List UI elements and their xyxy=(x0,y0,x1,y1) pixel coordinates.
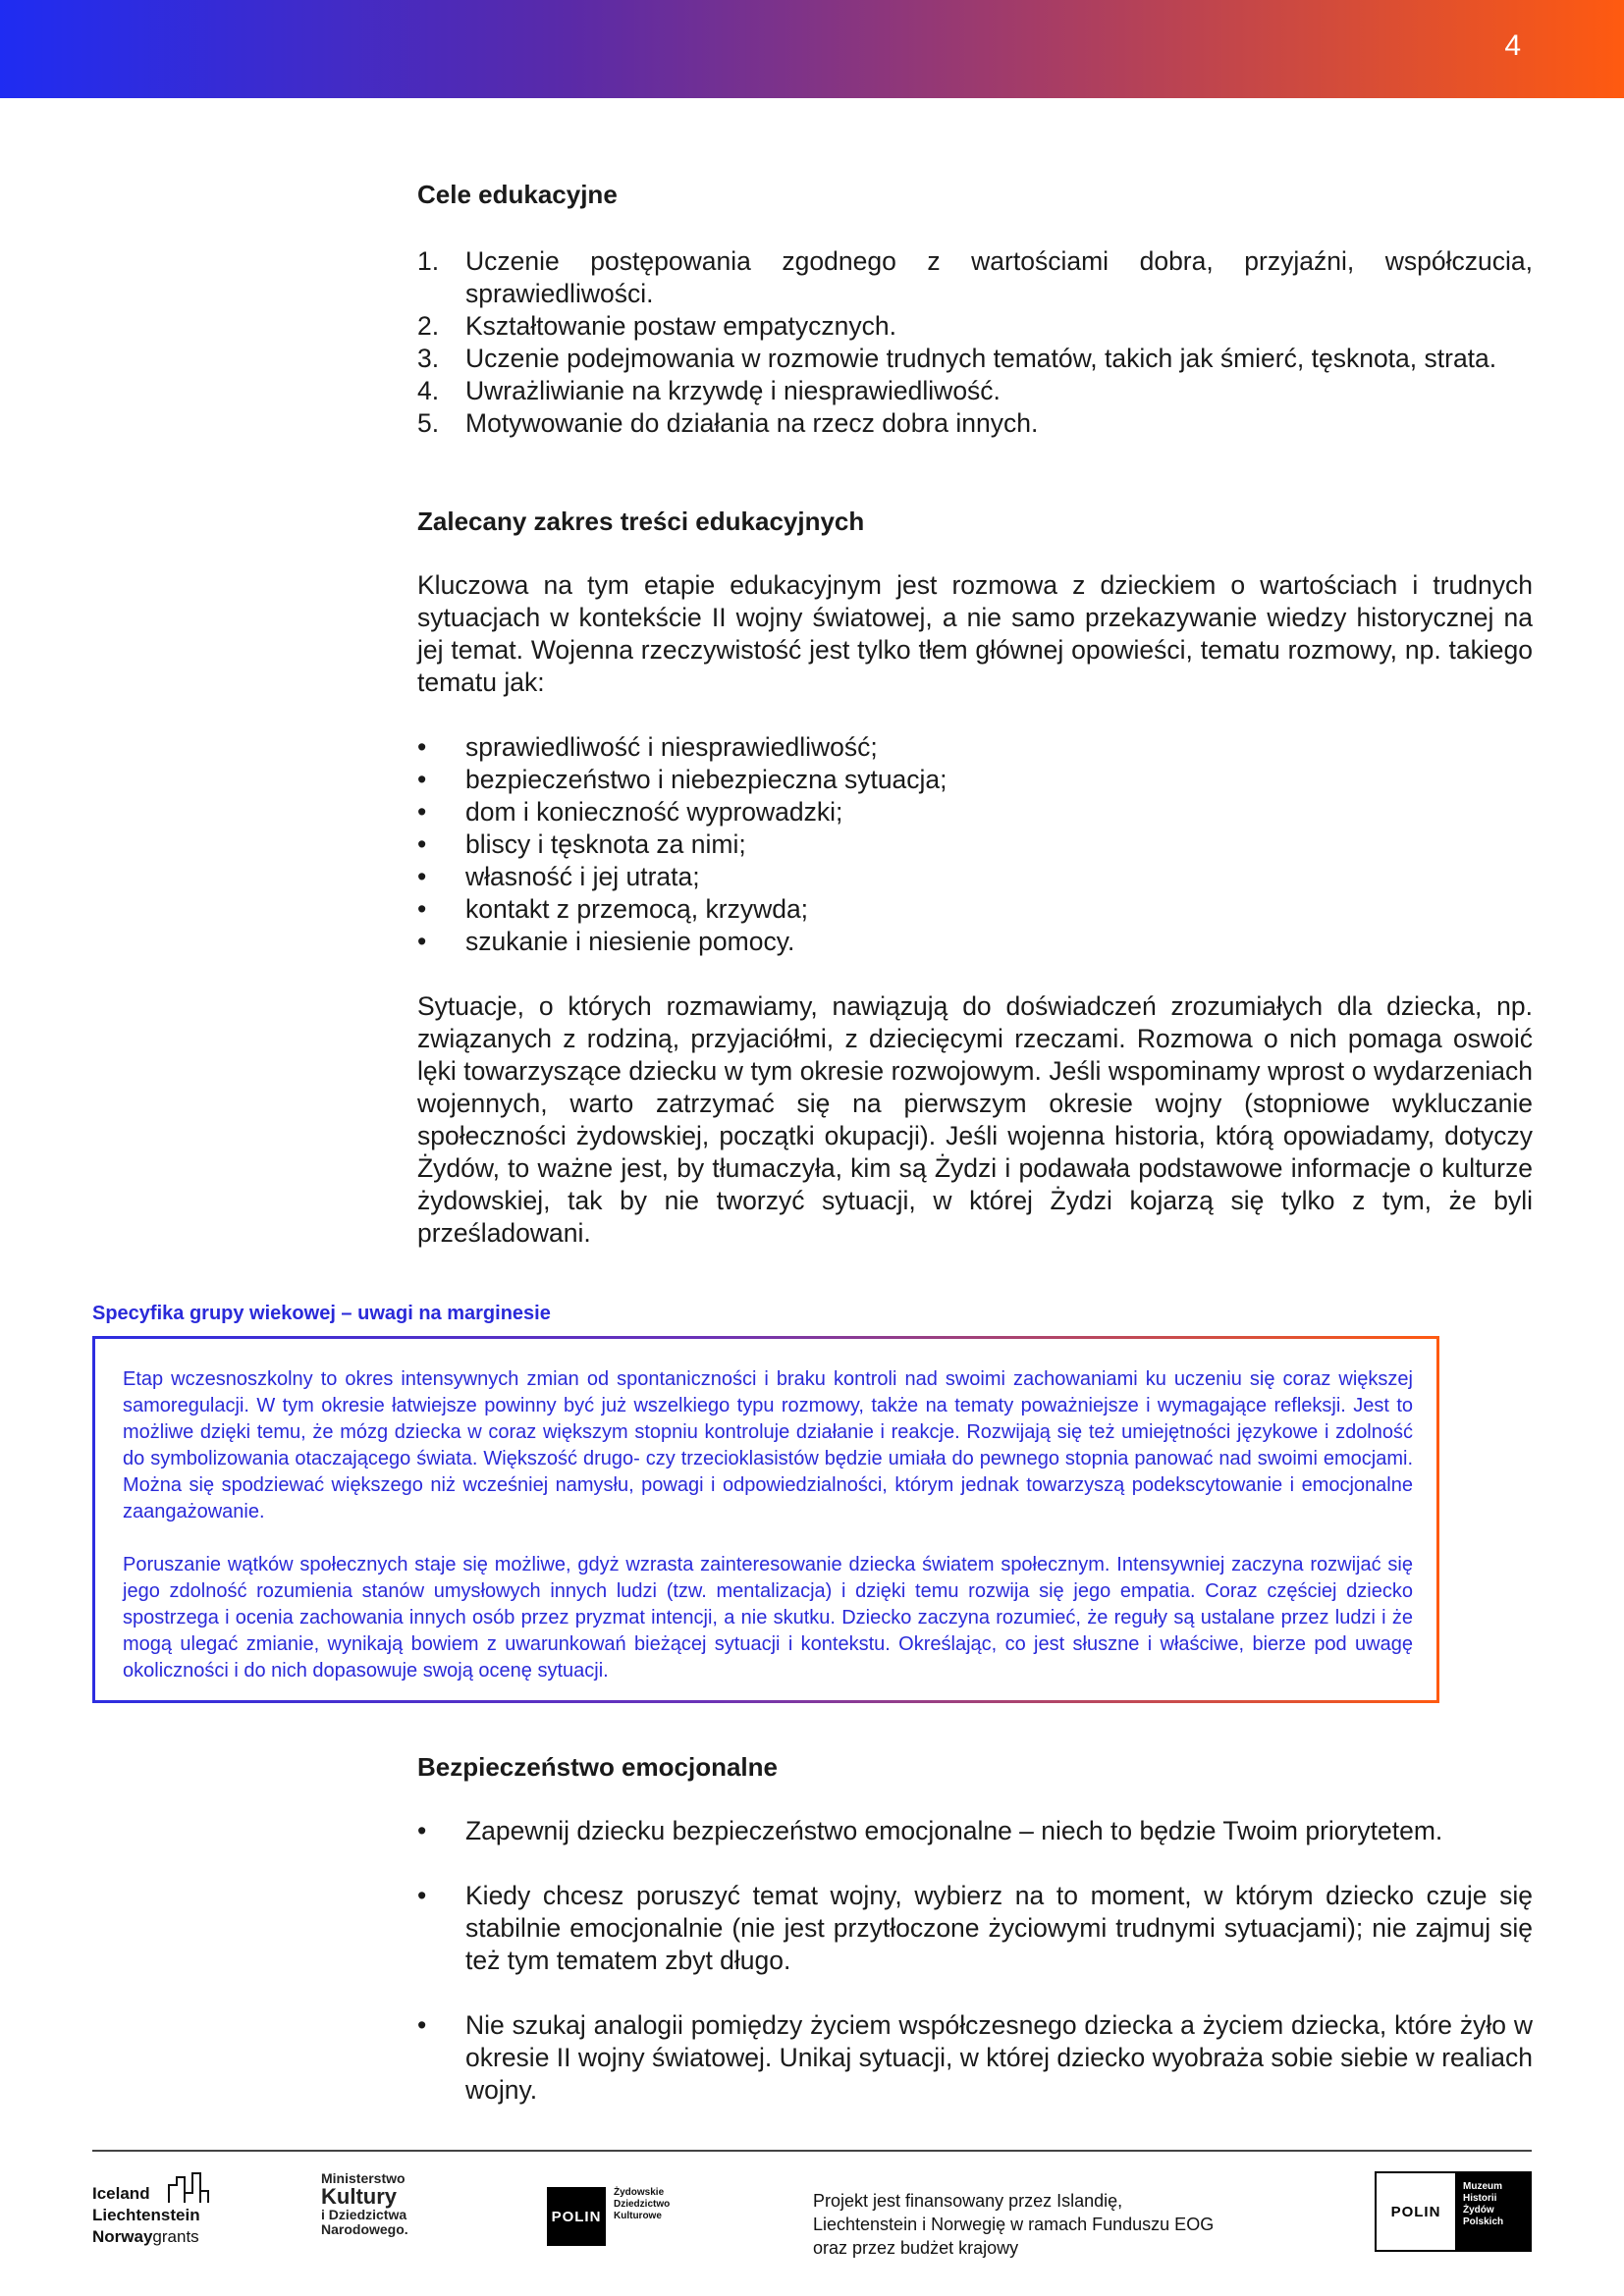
safety-section xyxy=(417,1752,1533,2107)
safety-title: Bezpieczeństwo emocjonalne xyxy=(417,1752,778,1782)
footer-divider xyxy=(92,2150,1532,2152)
list-item: • kontakt z przemocą, krzywda; xyxy=(417,894,809,924)
list-item: 3. Uczenie podejmowania w rozmowie trudnych tematów, takich jak śmierć, tęsknota, strata. xyxy=(417,344,1497,373)
ministry-logo: Ministerstwo Kultury i Dziedzictwa Narodowego. xyxy=(321,2170,408,2237)
goals-title: Cele edukacyjne xyxy=(417,180,618,209)
funding-note: Projekt jest finansowany przez Islandię, Liechtenstein i Norwegię w ramach Funduszu EOG oraz przez budżet krajowy xyxy=(813,2191,1215,2258)
header-band xyxy=(0,0,1624,98)
goals-list xyxy=(417,245,1533,440)
scope-title: Zalecany zakres treści edukacyjnych xyxy=(417,507,865,536)
list-item: • Zapewnij dziecku bezpieczeństwo emocjonalne – niech to będzie Twoim priorytetem. xyxy=(417,1816,1443,1845)
goals-section xyxy=(417,180,1533,440)
list-item: • bezpieczeństwo i niebezpieczna sytuacja; xyxy=(417,765,947,794)
polin-heritage-logo: POLIN Żydowskie Dziedzictwo Kulturowe xyxy=(547,2187,606,2246)
list-item: • Nie szukaj analogii pomiędzy życiem współczesnego dziecka a życiem dziecka, które żyło w okresie II wojny światowej. Unikaj sytuacji, w której dziecko wyobraża sobie siebie w realiach wojny. xyxy=(417,2010,1533,2105)
list-item: • własność i jej utrata; xyxy=(417,862,700,891)
list-item: • dom i konieczność wyprowadzki; xyxy=(417,797,843,827)
scope-bullets xyxy=(417,731,1533,958)
scope-section xyxy=(417,507,1533,1250)
sidebar-box xyxy=(92,1336,1439,1703)
list-item: • Kiedy chcesz poruszyć temat wojny, wybierz na to moment, w którym dziecko czuje się stabilnie emocjonalnie (nie jest przytłoczone życiowymi trudnymi sytuacjami); nie zajmuj się też tym tematem zbyt długo. xyxy=(417,1881,1533,1975)
list-item: 5. Motywowanie do działania na rzecz dobra innych. xyxy=(417,408,1039,438)
list-item: • sprawiedliwość i niesprawiedliwość; xyxy=(417,732,878,762)
page-number: 4 xyxy=(1504,29,1521,62)
list-item: 4. Uwrażliwianie na krzywdę i niesprawiedliwość. xyxy=(417,376,1001,405)
sidebar-paragraph-2: Poruszanie wątków społecznych staje się możliwe, gdyż wzrasta zainteresowanie dziecka światem społecznym. Intensywniej zaczyna rozwijać się jego zdolność rozumienia stanów umysłowych innych ludzi (tzw. mentalizacja) i dzięki temu rozwija się jego empatia. Coraz częściej dziecko spostrzega i ocenia zachowania innych osób przez pryzmat intencji, a nie skutku. Dziecko zaczyna rozumieć, że reguły są ustalane przez ludzi i że mogą ulegać zmianie, wynikają bowiem z uwarunkowań bieżącej sytuacji i kontekstu. Określając, co jest słuszne i właściwe, bierze pod uwagę okoliczności i do nich dopasowuje swoją ocenę sytuacji. xyxy=(123,1554,1413,1682)
list-item: 1. Uczenie postępowania zgodnego z wartościami dobra, przyjaźni, współczucia, sprawiedliwości. xyxy=(417,246,1533,308)
scope-closing: Sytuacje, o których rozmawiamy, nawiązują do doświadczeń zrozumiałych dla dziecka, np. związanych z rodziną, przyjaciółmi, z dziecięcymi rzeczami. Rozmowa o nich pomaga oswoić lęki towarzyszące dziecku w tym okresie rozwojowym. Jeśli wspominamy wprost o wydarzeniach wojennych, warto zatrzymać się na pierwszym okresie wojny (stopniowe wykluczanie społeczności żydowskiej, początki okupacji). Jeśli wojenna historia, którą opowiadamy, dotyczy Żydów, to ważne jest, by tłumaczyła, kim są Żydzi i podawała podstawowe informacje o kulturze żydowskiej, tak by nie tworzyć sytuacji, w której Żydzi kojarzą się tylko z tym, że byli prześladowani. xyxy=(417,991,1533,1248)
list-item: • bliscy i tęsknota za nimi; xyxy=(417,829,746,859)
eea-grants-logo: Iceland Liechtenstein Norwaygrants xyxy=(92,2167,230,2256)
list-item: • szukanie i niesienie pomocy. xyxy=(417,927,795,956)
sidebar-title: Specyfika grupy wiekowej – uwagi na marginesie xyxy=(92,1303,551,1324)
list-item: 2. Kształtowanie postaw empatycznych. xyxy=(417,311,896,341)
sidebar-paragraph-1: Etap wczesnoszkolny to okres intensywnych zmian od spontaniczności i braku kontroli nad swoimi zachowaniami ku uczeniu się coraz większej samoregulacji. W tym okresie łatwiejsze powinny być już wszelkiego typu rozmowy, także na tematy poważniejsze i wymagające refleksji. Jest to możliwe dzięki temu, że mózg dziecka w coraz większym stopniu kontroluje działanie i reakcje. Rozwijają się też umiejętności językowe i zdolność do symbolizowania otaczającego świata. Większość drugo- czy trzecioklasistów będzie umiała do pewnego stopnia panować nad swoimi emocjami. Można się spodziewać większego niż wcześniej namysłu, powagi i odpowiedzialności, którym jednak towarzyszą podekscytowanie i emocjonalne zaangażowanie. xyxy=(123,1368,1413,1522)
scope-intro: Kluczowa na tym etapie edukacyjnym jest rozmowa z dzieckiem o wartościach i trudnych sytuacjach w kontekście II wojny światowej, a nie samo przekazywanie wiedzy historycznej na jej temat. Wojenna rzeczywistość jest tylko tłem głównej opowieści, tematu rozmowy, np. takiego tematu jak: xyxy=(417,570,1533,697)
polin-museum-logo: POLIN Muzeum Historii Żydów Polskich xyxy=(1375,2171,1532,2252)
safety-bullets xyxy=(417,1815,1533,2107)
